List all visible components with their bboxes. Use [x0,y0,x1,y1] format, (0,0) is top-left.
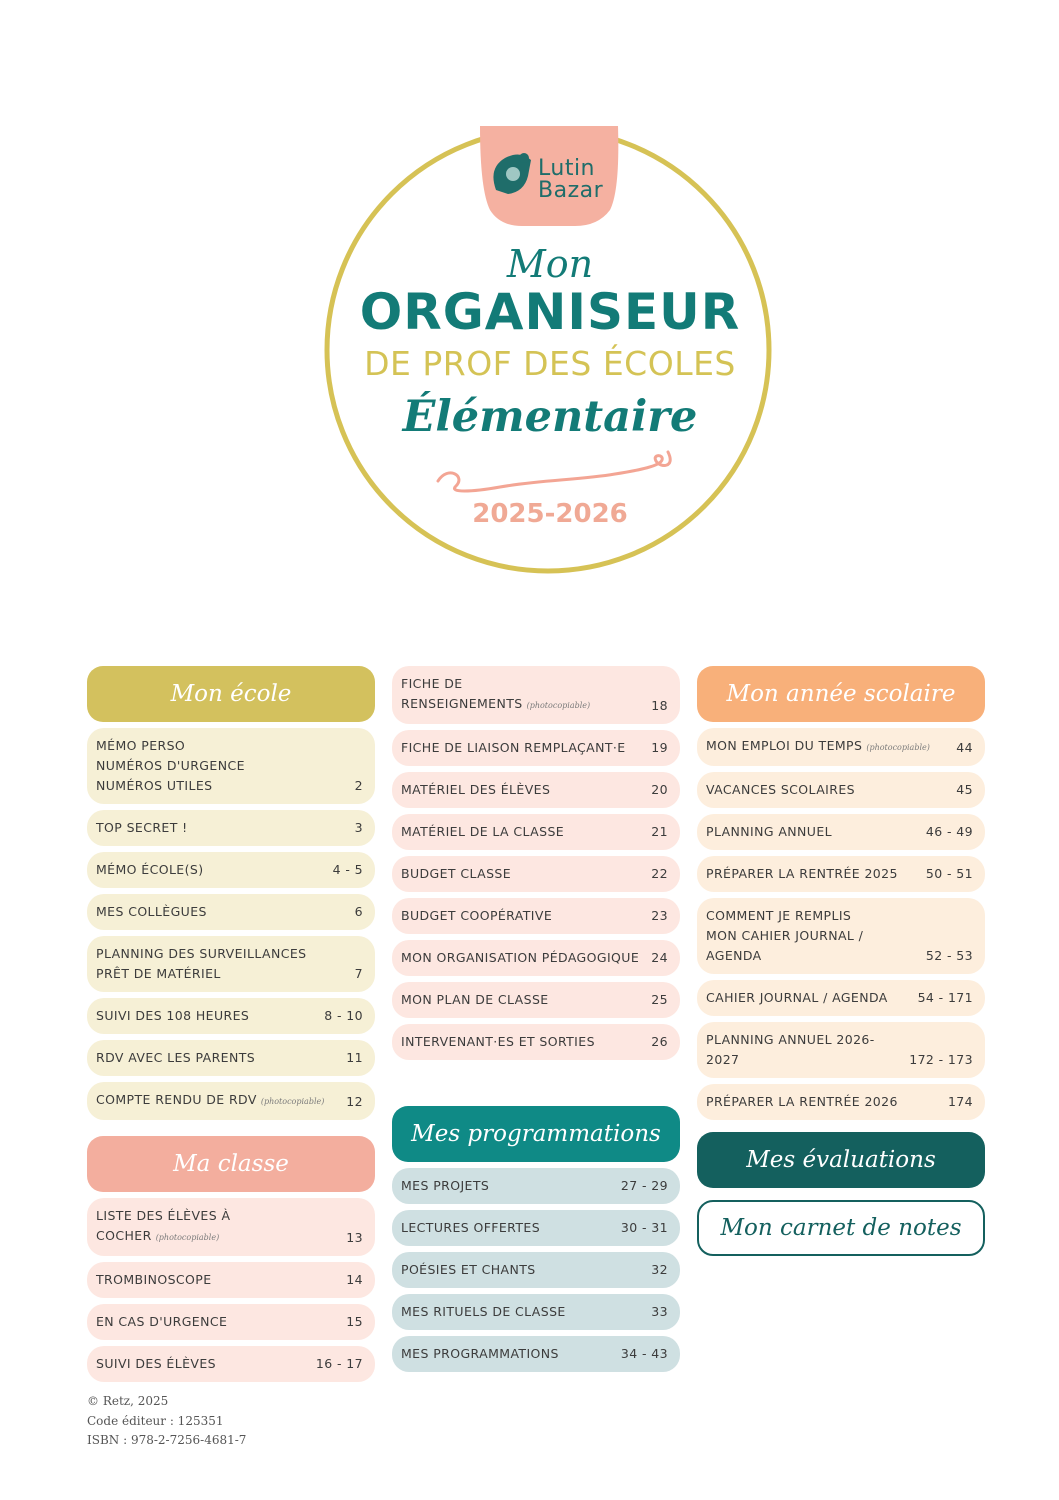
item-label-line: MON ORGANISATION PÉDAGOGIQUE [401,950,640,965]
item-label [96,1354,216,1374]
item-label-line: PRÊT DE MATÉRIEL [96,966,221,981]
item-label-line-with-note [96,1090,324,1112]
middle-item [392,982,680,1018]
page-number: 11 [346,1050,363,1065]
item-label-line: MON CAHIER JOURNAL / AGENDA [706,928,864,963]
item-label [706,906,918,966]
ma-classe-item [87,1346,375,1382]
item-label [96,1090,324,1112]
item-label-line: BUDGET COOPÉRATIVE [401,908,553,923]
page-number: 19 [651,740,668,755]
page-number: 50 - 51 [925,866,973,881]
ma-classe-item [87,1198,375,1256]
ma-classe-item [87,1304,375,1340]
section-header-mon-annee-scolaire: Mon année scolaire [697,666,985,722]
column-middle [392,666,680,1378]
item-label-line: MES RITUELS DE CLASSE [401,1304,566,1319]
item-label-line: SUIVI DES 108 HEURES [96,1008,250,1023]
item-label-line-with-note [706,736,930,758]
item-label [401,990,549,1010]
item-label [401,906,552,926]
item-label [706,864,898,884]
item-label [96,860,204,880]
item-label-line: TROMBINOSCOPE [96,1272,212,1287]
middle-item [392,666,680,724]
page-number: 172 - 173 [909,1052,973,1067]
photocopiable-note: (photocopiable) [260,1097,325,1106]
item-label [401,1218,540,1238]
page-number: 26 [651,1034,668,1049]
item-label [96,818,188,838]
page-number: 14 [346,1272,363,1287]
item-label-line: LECTURES OFFERTES [401,1220,541,1235]
item-label-line: LISTE DES ÉLÈVES À COCHER [96,1208,231,1243]
item-label-line: MES PROJETS [401,1178,490,1193]
item-label-line: RDV AVEC LES PARENTS [96,1050,256,1065]
section-header-mes-evaluations: Mes évaluations [697,1132,985,1188]
isbn-text: ISBN : 978-2-7256-4681-7 [87,1433,247,1447]
page-number: 25 [651,992,668,1007]
item-label [401,948,639,968]
item-label [706,988,888,1008]
annee-item [697,728,985,766]
item-label-line-with-note [401,674,643,716]
programmations-item [392,1210,680,1246]
mon-ecole-item [87,852,375,888]
page-number: 7 [354,966,363,981]
item-label-line: BUDGET CLASSE [401,866,512,881]
mon-ecole-item [87,998,375,1034]
item-label-line: MÉMO ÉCOLE(S) [96,862,204,877]
page-number: 20 [651,782,668,797]
mon-ecole-list [87,728,375,1120]
section-header-ma-classe: Ma classe [87,1136,375,1192]
mon-ecole-item [87,1040,375,1076]
item-label [401,780,550,800]
title-elementaire: Élémentaire [402,392,698,442]
item-label-line: INTERVENANT·ES ET SORTIES [401,1034,595,1049]
item-label [401,674,643,716]
page-number: 15 [346,1314,363,1329]
page-number: 30 - 31 [620,1220,668,1235]
middle-item [392,730,680,766]
page-number: 32 [651,1262,668,1277]
item-label [401,864,511,884]
item-label [401,1302,566,1322]
item-label-line: POÉSIES ET CHANTS [401,1262,536,1277]
item-label-line: NUMÉROS D'URGENCE [96,758,245,773]
publisher-footer [87,1392,246,1451]
mon-annee-list [697,728,985,1120]
item-label [401,1344,559,1364]
item-label [401,822,564,842]
item-label [96,902,207,922]
mon-ecole-item [87,1082,375,1120]
column-left [87,666,375,1388]
page-number: 21 [651,824,668,839]
page-number: 13 [346,1230,363,1245]
item-label [706,736,930,758]
item-label-line: MON EMPLOI DU TEMPS [706,738,863,753]
item-label [401,738,626,758]
photocopiable-note: (photocopiable) [526,701,591,710]
annee-item [697,856,985,892]
page-number: 174 [947,1094,973,1109]
item-label [401,1176,489,1196]
middle-item [392,1024,680,1060]
page-number: 6 [354,904,363,919]
annee-item [697,980,985,1016]
item-label [96,1048,255,1068]
middle-item [392,898,680,934]
middle-item [392,772,680,808]
brand-name-line1: Lutin [538,156,595,181]
item-label [706,1092,898,1112]
item-label [96,944,306,984]
mes-programmations-list [392,1168,680,1372]
middle-item [392,856,680,892]
page-number: 3 [354,820,363,835]
page-number: 23 [651,908,668,923]
programmations-item [392,1252,680,1288]
mon-ecole-item [87,728,375,804]
annee-item [697,814,985,850]
item-label [96,1006,249,1026]
page-number: 33 [651,1304,668,1319]
item-label-line: PLANNING ANNUEL 2026-2027 [706,1032,875,1067]
item-label-line: SUIVI DES ÉLÈVES [96,1356,216,1371]
item-label-line: MES PROGRAMMATIONS [401,1346,559,1361]
brand-name-line2: Bazar [538,178,604,203]
page-number: 18 [651,698,668,713]
photocopiable-note: (photocopiable) [155,1233,220,1242]
item-label-line: PLANNING DES SURVEILLANCES [96,946,307,961]
item-label [96,736,245,796]
page-number: 45 [956,782,973,797]
item-label [96,1270,212,1290]
ma-classe-item [87,1262,375,1298]
programmations-item [392,1336,680,1372]
page-number: 8 - 10 [324,1008,363,1023]
page-number: 12 [346,1094,363,1109]
item-label-line: NUMÉROS UTILES [96,778,213,793]
item-label [96,1206,338,1248]
page-number: 34 - 43 [620,1346,668,1361]
publisher-code: Code éditeur : 125351 [87,1413,224,1428]
copyright-text: © Retz, 2025 [87,1394,169,1408]
item-label-line: MATÉRIEL DE LA CLASSE [401,824,565,839]
page-number: 46 - 49 [925,824,973,839]
photocopiable-note: (photocopiable) [866,743,930,752]
item-label [706,1030,901,1070]
mon-ecole-item [87,810,375,846]
annee-item [697,1022,985,1078]
item-label [96,1312,227,1332]
item-label-line-with-note [96,1206,338,1248]
section-header-mes-programmations: Mes programmations [392,1106,680,1162]
item-label [706,780,855,800]
item-label-line: COMMENT JE REMPLIS [706,908,852,923]
middle-item [392,814,680,850]
page-number: 4 - 5 [332,862,363,877]
mon-ecole-item [87,894,375,930]
programmations-item [392,1294,680,1330]
item-label-line: EN CAS D'URGENCE [96,1314,228,1329]
page-number: 52 - 53 [925,948,973,963]
item-label-line: MÉMO PERSO [96,738,186,753]
item-label-line: FICHE DE LIAISON REMPLAÇANT·E [401,740,626,755]
item-label-line: CAHIER JOURNAL / AGENDA [706,990,888,1005]
ma-classe-list [87,1198,375,1382]
page-number: 22 [651,866,668,881]
middle-item [392,940,680,976]
item-label [401,1032,595,1052]
item-label-line: PLANNING ANNUEL [706,824,833,839]
mon-ecole-item [87,936,375,992]
item-label-line: TOP SECRET ! [96,820,188,835]
page-number: 44 [956,740,973,755]
annee-item [697,1084,985,1120]
item-label-line: VACANCES SCOLAIRES [706,782,855,797]
item-label-line: FICHE DE RENSEIGNEMENTS [401,676,523,711]
middle-pink-list [392,666,680,1060]
page-number: 54 - 171 [917,990,973,1005]
item-label-line: PRÉPARER LA RENTRÉE 2025 [706,866,898,881]
title-organiseur: ORGANISEUR [359,283,741,341]
item-label-line: PRÉPARER LA RENTRÉE 2026 [706,1094,898,1109]
page-number: 2 [354,778,363,793]
item-label-line: MATÉRIEL DES ÉLÈVES [401,782,551,797]
page-number: 24 [651,950,668,965]
column-right [697,666,985,1256]
item-label [401,1260,536,1280]
page-number: 27 - 29 [620,1178,668,1193]
title-mon: Mon [506,242,594,286]
annee-item [697,772,985,808]
section-header-mon-carnet-de-notes: Mon carnet de notes [697,1200,985,1256]
school-year: 2025-2026 [472,499,628,529]
item-label-line: MON PLAN DE CLASSE [401,992,549,1007]
item-label-line: MES COLLÈGUES [96,904,207,919]
annee-item [697,898,985,974]
item-label-line: COMPTE RENDU DE RDV [96,1092,257,1107]
item-label [706,822,832,842]
programmations-item [392,1168,680,1204]
title-prof-des-ecoles: DE PROF DES ÉCOLES [364,344,736,383]
section-header-mon-ecole: Mon école [87,666,375,722]
page-number: 16 - 17 [315,1356,363,1371]
cover-emblem [0,0,1059,620]
